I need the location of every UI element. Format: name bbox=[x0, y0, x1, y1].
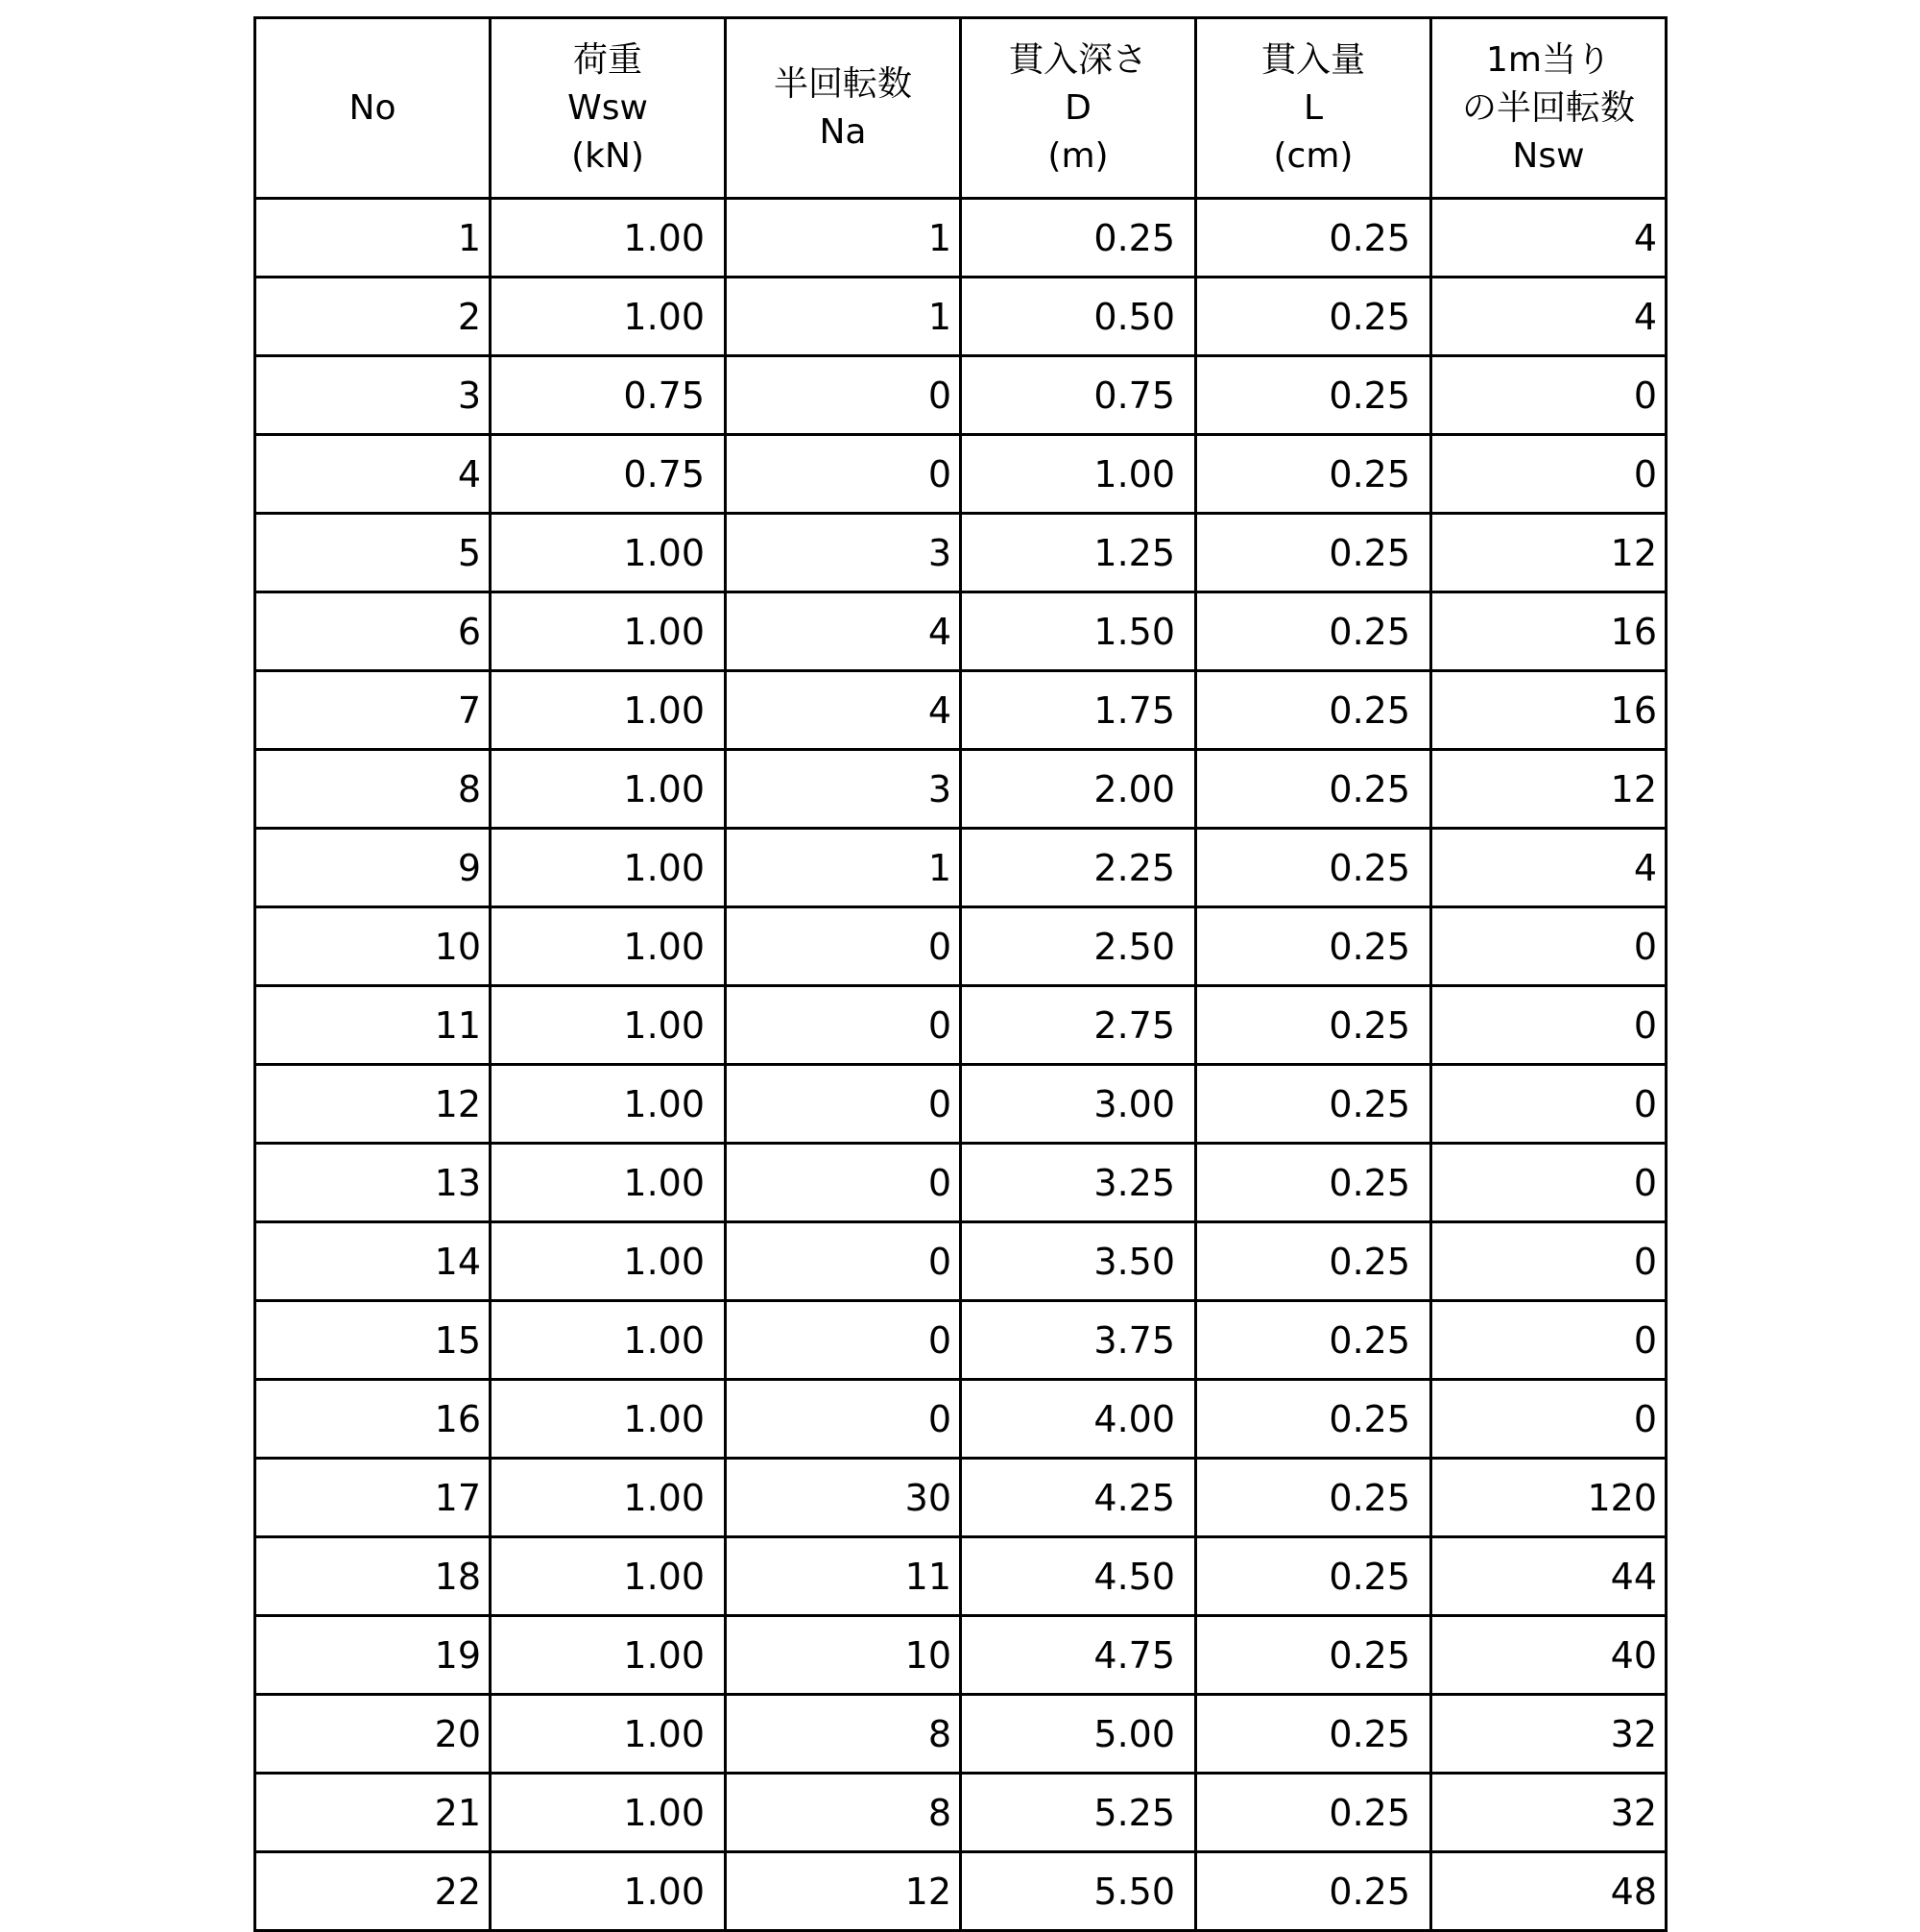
cell-na: 10 bbox=[726, 1616, 961, 1695]
cell-wsw: 1.00 bbox=[491, 592, 726, 671]
cell-l: 0.25 bbox=[1196, 1065, 1431, 1144]
cell-d: 3.25 bbox=[961, 1144, 1196, 1222]
cell-nsw: 0 bbox=[1431, 986, 1667, 1065]
cell-nsw: 12 bbox=[1431, 514, 1667, 592]
cell-d: 2.50 bbox=[961, 907, 1196, 986]
table-row bbox=[255, 1616, 1667, 1695]
table-row bbox=[255, 1144, 1667, 1222]
table-row bbox=[255, 1537, 1667, 1616]
cell-nsw: 4 bbox=[1431, 829, 1667, 907]
cell-na: 0 bbox=[726, 1144, 961, 1222]
cell-wsw: 1.00 bbox=[491, 1695, 726, 1774]
cell-nsw: 12 bbox=[1431, 750, 1667, 829]
cell-l: 0.25 bbox=[1196, 907, 1431, 986]
cell-l: 0.25 bbox=[1196, 750, 1431, 829]
header-no-line-1: No bbox=[348, 87, 396, 128]
cell-l: 0.25 bbox=[1196, 514, 1431, 592]
cell-nsw: 4 bbox=[1431, 199, 1667, 278]
cell-d: 5.25 bbox=[961, 1774, 1196, 1852]
cell-wsw: 1.00 bbox=[491, 514, 726, 592]
cell-na: 4 bbox=[726, 592, 961, 671]
cell-l: 0.25 bbox=[1196, 1852, 1431, 1931]
cell-wsw: 1.00 bbox=[491, 1459, 726, 1537]
cell-na: 0 bbox=[726, 1380, 961, 1459]
header-d-line-3: (m) bbox=[1047, 135, 1109, 176]
table-row bbox=[255, 671, 1667, 750]
cell-nsw: 16 bbox=[1431, 592, 1667, 671]
cell-d: 4.00 bbox=[961, 1380, 1196, 1459]
table-row bbox=[255, 1774, 1667, 1852]
cell-l: 0.25 bbox=[1196, 1616, 1431, 1695]
cell-l: 0.25 bbox=[1196, 1144, 1431, 1222]
cell-nsw: 120 bbox=[1431, 1459, 1667, 1537]
table-row bbox=[255, 514, 1667, 592]
cell-no: 18 bbox=[255, 1537, 491, 1616]
cell-l: 0.25 bbox=[1196, 592, 1431, 671]
cell-na: 0 bbox=[726, 907, 961, 986]
cell-nsw: 16 bbox=[1431, 671, 1667, 750]
table-row bbox=[255, 278, 1667, 356]
header-d-line-1: 貫入深さ bbox=[1008, 39, 1147, 80]
header-d-line-2: D bbox=[1065, 87, 1092, 128]
cell-na: 0 bbox=[726, 1065, 961, 1144]
sounding-data-table bbox=[253, 16, 1668, 1932]
cell-no: 2 bbox=[255, 278, 491, 356]
header-wsw-line-3: (kN) bbox=[571, 135, 644, 176]
cell-no: 17 bbox=[255, 1459, 491, 1537]
cell-l: 0.25 bbox=[1196, 1537, 1431, 1616]
header-nsw-line-1: 1m当り bbox=[1486, 39, 1611, 80]
cell-wsw: 0.75 bbox=[491, 356, 726, 435]
header-na-line-1: 半回転数 bbox=[773, 63, 912, 104]
table-row bbox=[255, 829, 1667, 907]
cell-na: 1 bbox=[726, 278, 961, 356]
cell-l: 0.25 bbox=[1196, 986, 1431, 1065]
header-row bbox=[255, 18, 1667, 199]
cell-na: 11 bbox=[726, 1537, 961, 1616]
cell-wsw: 1.00 bbox=[491, 1380, 726, 1459]
table-row bbox=[255, 1301, 1667, 1380]
cell-no: 7 bbox=[255, 671, 491, 750]
header-l-line-1: 貫入量 bbox=[1260, 39, 1365, 80]
cell-na: 1 bbox=[726, 199, 961, 278]
cell-d: 2.00 bbox=[961, 750, 1196, 829]
cell-nsw: 0 bbox=[1431, 1301, 1667, 1380]
cell-d: 4.75 bbox=[961, 1616, 1196, 1695]
table-row bbox=[255, 1852, 1667, 1931]
cell-d: 3.00 bbox=[961, 1065, 1196, 1144]
cell-l: 0.25 bbox=[1196, 356, 1431, 435]
header-half-turns-per-meter-nsw bbox=[1431, 18, 1667, 199]
cell-l: 0.25 bbox=[1196, 435, 1431, 514]
cell-no: 1 bbox=[255, 199, 491, 278]
cell-wsw: 1.00 bbox=[491, 1852, 726, 1931]
cell-d: 1.00 bbox=[961, 435, 1196, 514]
cell-wsw: 1.00 bbox=[491, 1537, 726, 1616]
table-row bbox=[255, 1065, 1667, 1144]
cell-l: 0.25 bbox=[1196, 1459, 1431, 1537]
cell-na: 3 bbox=[726, 514, 961, 592]
cell-na: 0 bbox=[726, 986, 961, 1065]
header-penetration-l bbox=[1196, 18, 1431, 199]
cell-d: 3.75 bbox=[961, 1301, 1196, 1380]
cell-na: 12 bbox=[726, 1852, 961, 1931]
header-no bbox=[255, 18, 491, 199]
cell-wsw: 1.00 bbox=[491, 907, 726, 986]
cell-d: 4.50 bbox=[961, 1537, 1196, 1616]
cell-no: 22 bbox=[255, 1852, 491, 1931]
cell-na: 0 bbox=[726, 1222, 961, 1301]
table-row bbox=[255, 435, 1667, 514]
header-nsw-line-2: の半回転数 bbox=[1461, 87, 1635, 128]
cell-d: 4.25 bbox=[961, 1459, 1196, 1537]
cell-no: 4 bbox=[255, 435, 491, 514]
table-row bbox=[255, 592, 1667, 671]
cell-d: 5.50 bbox=[961, 1852, 1196, 1931]
cell-na: 3 bbox=[726, 750, 961, 829]
table-body bbox=[255, 199, 1667, 1931]
cell-wsw: 1.00 bbox=[491, 1774, 726, 1852]
cell-nsw: 0 bbox=[1431, 1380, 1667, 1459]
cell-wsw: 1.00 bbox=[491, 1065, 726, 1144]
cell-l: 0.25 bbox=[1196, 278, 1431, 356]
cell-nsw: 44 bbox=[1431, 1537, 1667, 1616]
cell-no: 5 bbox=[255, 514, 491, 592]
cell-d: 2.25 bbox=[961, 829, 1196, 907]
cell-no: 20 bbox=[255, 1695, 491, 1774]
cell-no: 6 bbox=[255, 592, 491, 671]
cell-wsw: 1.00 bbox=[491, 1222, 726, 1301]
header-wsw-line-1: 荷重 bbox=[572, 39, 642, 80]
table-row bbox=[255, 1459, 1667, 1537]
cell-no: 10 bbox=[255, 907, 491, 986]
cell-na: 0 bbox=[726, 356, 961, 435]
table-row bbox=[255, 750, 1667, 829]
cell-na: 8 bbox=[726, 1774, 961, 1852]
cell-nsw: 48 bbox=[1431, 1852, 1667, 1931]
table-row bbox=[255, 907, 1667, 986]
cell-wsw: 1.00 bbox=[491, 278, 726, 356]
cell-wsw: 1.00 bbox=[491, 1301, 726, 1380]
cell-wsw: 1.00 bbox=[491, 1144, 726, 1222]
cell-wsw: 1.00 bbox=[491, 829, 726, 907]
table-row bbox=[255, 1380, 1667, 1459]
cell-nsw: 32 bbox=[1431, 1695, 1667, 1774]
cell-l: 0.25 bbox=[1196, 1222, 1431, 1301]
cell-wsw: 1.00 bbox=[491, 199, 726, 278]
cell-d: 3.50 bbox=[961, 1222, 1196, 1301]
cell-wsw: 1.00 bbox=[491, 1616, 726, 1695]
table-row bbox=[255, 199, 1667, 278]
cell-no: 11 bbox=[255, 986, 491, 1065]
table-row bbox=[255, 1695, 1667, 1774]
cell-d: 5.00 bbox=[961, 1695, 1196, 1774]
cell-na: 0 bbox=[726, 435, 961, 514]
cell-l: 0.25 bbox=[1196, 1301, 1431, 1380]
cell-nsw: 40 bbox=[1431, 1616, 1667, 1695]
cell-no: 13 bbox=[255, 1144, 491, 1222]
cell-nsw: 0 bbox=[1431, 435, 1667, 514]
cell-no: 12 bbox=[255, 1065, 491, 1144]
cell-na: 8 bbox=[726, 1695, 961, 1774]
table-row bbox=[255, 1222, 1667, 1301]
cell-no: 3 bbox=[255, 356, 491, 435]
cell-na: 0 bbox=[726, 1301, 961, 1380]
cell-l: 0.25 bbox=[1196, 829, 1431, 907]
header-wsw-line-2: Wsw bbox=[567, 87, 648, 128]
cell-wsw: 1.00 bbox=[491, 671, 726, 750]
header-na-line-2: Na bbox=[819, 111, 867, 152]
cell-l: 0.25 bbox=[1196, 1695, 1431, 1774]
cell-no: 16 bbox=[255, 1380, 491, 1459]
cell-d: 0.25 bbox=[961, 199, 1196, 278]
table-row bbox=[255, 986, 1667, 1065]
cell-wsw: 0.75 bbox=[491, 435, 726, 514]
cell-d: 1.25 bbox=[961, 514, 1196, 592]
cell-na: 30 bbox=[726, 1459, 961, 1537]
cell-no: 19 bbox=[255, 1616, 491, 1695]
cell-nsw: 0 bbox=[1431, 907, 1667, 986]
header-half-turns-na bbox=[726, 18, 961, 199]
cell-nsw: 4 bbox=[1431, 278, 1667, 356]
header-load-wsw bbox=[491, 18, 726, 199]
cell-nsw: 0 bbox=[1431, 1144, 1667, 1222]
cell-d: 2.75 bbox=[961, 986, 1196, 1065]
cell-d: 0.50 bbox=[961, 278, 1196, 356]
table-row bbox=[255, 356, 1667, 435]
cell-l: 0.25 bbox=[1196, 199, 1431, 278]
cell-no: 14 bbox=[255, 1222, 491, 1301]
cell-d: 0.75 bbox=[961, 356, 1196, 435]
cell-nsw: 32 bbox=[1431, 1774, 1667, 1852]
header-l-line-2: L bbox=[1303, 87, 1324, 128]
cell-nsw: 0 bbox=[1431, 356, 1667, 435]
header-depth-d bbox=[961, 18, 1196, 199]
cell-no: 8 bbox=[255, 750, 491, 829]
cell-d: 1.50 bbox=[961, 592, 1196, 671]
cell-no: 15 bbox=[255, 1301, 491, 1380]
cell-wsw: 1.00 bbox=[491, 986, 726, 1065]
cell-na: 1 bbox=[726, 829, 961, 907]
cell-nsw: 0 bbox=[1431, 1222, 1667, 1301]
header-l-line-3: (cm) bbox=[1273, 135, 1354, 176]
cell-nsw: 0 bbox=[1431, 1065, 1667, 1144]
cell-l: 0.25 bbox=[1196, 1380, 1431, 1459]
cell-na: 4 bbox=[726, 671, 961, 750]
header-nsw-line-3: Nsw bbox=[1512, 135, 1585, 176]
cell-no: 21 bbox=[255, 1774, 491, 1852]
cell-l: 0.25 bbox=[1196, 1774, 1431, 1852]
cell-d: 1.75 bbox=[961, 671, 1196, 750]
cell-l: 0.25 bbox=[1196, 671, 1431, 750]
cell-no: 9 bbox=[255, 829, 491, 907]
cell-wsw: 1.00 bbox=[491, 750, 726, 829]
